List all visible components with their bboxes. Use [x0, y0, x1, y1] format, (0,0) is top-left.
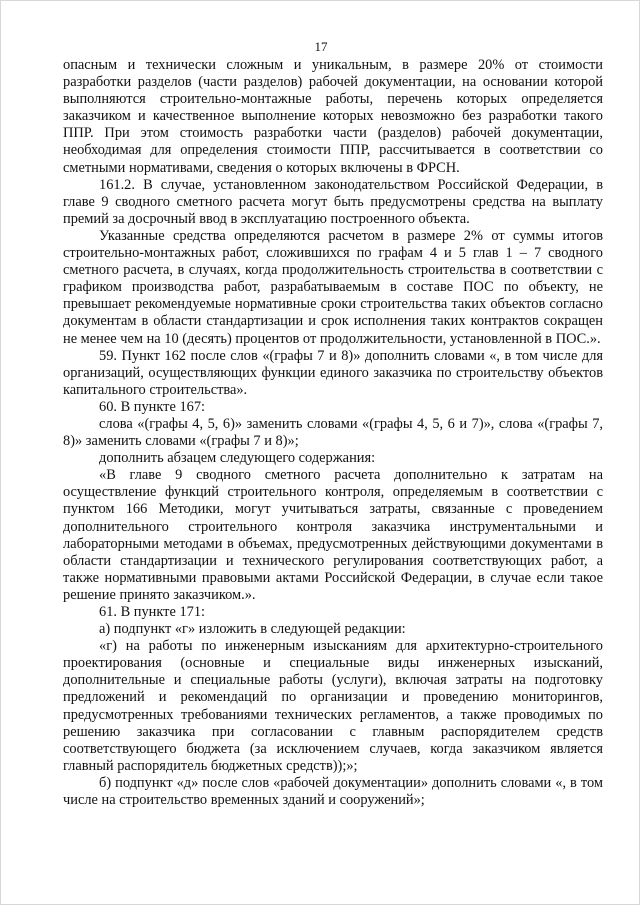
paragraph-item-59: 59. Пункт 162 после слов «(графы 7 и 8)» дополнить словами «, в том числе для организаций, осуществляющих функции единого заказчика по строительству объектов капитального строительства». [63, 347, 603, 398]
paragraph-item-60: 60. В пункте 167: [99, 398, 206, 415]
paragraph-161-2: 161.2. В случае, установленном законодательством Российской Федерации, в главе 9 сводного сметного расчета могут быть предусмотрены средства на выплату премий за досрочный ввод в эксплуатацию построенного объекта. [63, 176, 603, 227]
paragraph-item-61: 61. В пункте 171: [99, 604, 206, 620]
paragraph-premium-calculation: Указанные средства определяются расчетом в размере 2% от суммы итогов строительно-монтажных работ, сложившихся по графам 4 и 5 глав 1 – 7 сводного сметного расчета, в случаях, когда продолжительность строительства в соответствии с графиком производства работ, разрабатываемым в составе ПОС по объекту, не превышает рекомендуемые нормативные сроки строительства таких объектов согласно документам в области стандартизации и срок исполнения таких контрактов сокращен не менее чем на 10 (десять) процентов от продолжительности, установленной в ПОС.». [63, 227, 603, 347]
paragraph-item-61-b: б) подпункт «д» после слов «рабочей документации» дополнить словами «, в том числе на строительство временных зданий и сооружений»; [63, 774, 603, 809]
paragraph-item-61-g-quote: «г) на работы по инженерным изысканиям для архитектурно-строительного проектирования (основные и специальные виды инженерных изысканий, дополнительные и специальные работы (услуги), включая затраты на подготовку предложений и рекомендаций по организации и проведению мониторингов, предусмотренных требованиями технических регламентов, а также проводимых по решению заказчика при согласовании с главным распорядителем средств соответствующего бюджета (за исключением случаев, когда заказчиком является главный распорядитель бюджетных средств));»; [63, 638, 603, 774]
document-body [63, 57, 603, 809]
paragraph-item-60-quote: «В главе 9 сводного сметного расчета дополнительно к затратам на осуществление функций строительного контроля, определяемым в соответствии с пунктом 166 Методики, могут учитываться затраты, связанные с проведением дополнительного строительного контроля заказчика инструментальными и лабораторными методами в объемах, предусмотренных действующими документами в области стандартизации и технического регулирования соответствующих работ, а также нормативными правовыми актами Российской Федерации, в случае если такое решение принято заказчиком.». [63, 467, 603, 603]
paragraph-item-60-add: дополнить абзацем следующего содержания: [99, 450, 376, 467]
paragraph-item-60-replace: слова «(графы 4, 5, 6)» заменить словами «(графы 4, 5, 6 и 7)», слова «(графы 7, 8)» заменить словами «(графы 7 и 8)»; [63, 415, 603, 450]
page-number: 17 [314, 39, 328, 54]
paragraph-item-61-a: а) подпункт «г» изложить в следующей редакции: [99, 621, 406, 638]
paragraph-continuation: опасным и технически сложным и уникальным, в размере 20% от стоимости разработки разделов (части разделов) рабочей документации, на основании которой выполняются строительно-монтажные работы, перечень которых определяется заказчиком и качественное выполнение которых невозможно без разработки такого ППР. При этом стоимость разработки части (разделов) рабочей документации, необходимая для определения стоимости ППР, рассчитывается в соответствии со сметными нормативами, сведения о которых включены в ФРСН. [63, 57, 603, 176]
